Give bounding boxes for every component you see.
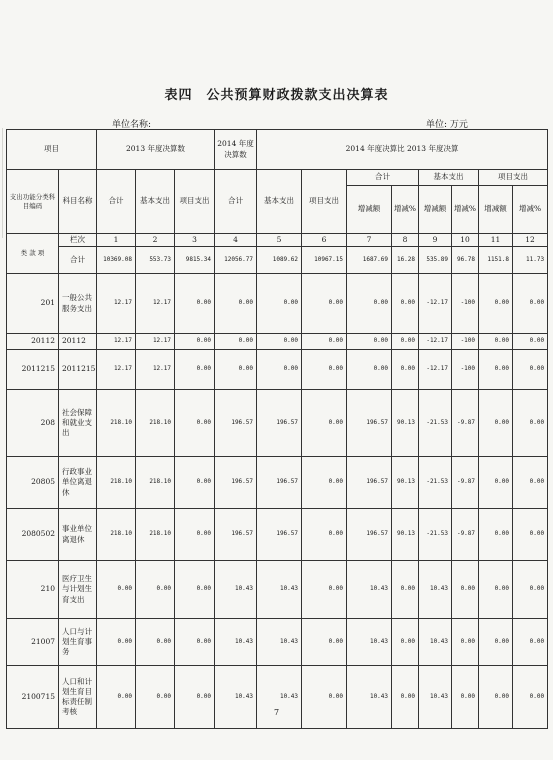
- header-final-2014: 2014 年度决算数: [215, 130, 257, 170]
- header-2013-project: 项目支出: [175, 170, 215, 234]
- row-subject-name: 人口与计划生育事务: [59, 619, 97, 666]
- row-value: 0.00: [513, 666, 548, 729]
- row-subject-name: 医疗卫生与计划生育支出: [59, 561, 97, 619]
- row-value: 0.00: [347, 350, 392, 390]
- row-value: 0.00: [215, 350, 257, 390]
- row-value: 10.43: [419, 561, 452, 619]
- row-value: 12.17: [97, 274, 136, 334]
- row-value: 12.17: [136, 334, 175, 350]
- row-value: 196.57: [347, 457, 392, 509]
- row-value: 218.10: [136, 457, 175, 509]
- row-value: -100: [452, 334, 479, 350]
- total-row-value: 1089.62: [257, 247, 302, 274]
- total-row-value: 553.73: [136, 247, 175, 274]
- side-labels: 类 款 项: [7, 234, 59, 274]
- row-value: 0.00: [136, 619, 175, 666]
- col-number: 5: [257, 234, 302, 247]
- header-compare-project: 项目支出: [479, 170, 548, 186]
- row-value: 0.00: [302, 457, 347, 509]
- row-value: 0.00: [302, 619, 347, 666]
- total-row-value: 1687.69: [347, 247, 392, 274]
- col-number: 12: [513, 234, 548, 247]
- row-value: 0.00: [513, 509, 548, 561]
- row-value: 0.00: [257, 334, 302, 350]
- total-row-value: 96.78: [452, 247, 479, 274]
- col-number: 4: [215, 234, 257, 247]
- row-value: 12.17: [136, 350, 175, 390]
- row-value: 0.00: [302, 334, 347, 350]
- row-value: 12.17: [97, 334, 136, 350]
- header-column-seq: 栏次: [59, 234, 97, 247]
- table-row: [7, 509, 548, 561]
- col-number: 9: [419, 234, 452, 247]
- row-value: 0.00: [513, 561, 548, 619]
- header-total-amount: 增减额: [347, 186, 392, 234]
- row-value: 0.00: [392, 561, 419, 619]
- row-value: 10.43: [257, 666, 302, 729]
- col-number: 3: [175, 234, 215, 247]
- table-row: [7, 666, 548, 729]
- row-value: 0.00: [392, 274, 419, 334]
- col-number: 7: [347, 234, 392, 247]
- table-row: [7, 561, 548, 619]
- header-2014-basic: 基本支出: [257, 170, 302, 234]
- row-value: 0.00: [452, 666, 479, 729]
- total-row-value: 1151.8: [479, 247, 513, 274]
- row-value: 196.57: [215, 509, 257, 561]
- header-project-pct: 增减%: [513, 186, 548, 234]
- unit-name-label: 单位名称:: [112, 120, 152, 130]
- table-row: [7, 457, 548, 509]
- row-value: -100: [452, 274, 479, 334]
- col-number: 11: [479, 234, 513, 247]
- row-subject-name: 人口和计划生育目标责任制考核: [59, 666, 97, 729]
- row-code: 208: [7, 390, 59, 457]
- row-value: -12.17: [419, 334, 452, 350]
- col-number: 10: [452, 234, 479, 247]
- row-value: 0.00: [479, 350, 513, 390]
- row-value: 0.00: [175, 274, 215, 334]
- row-value: 0.00: [175, 457, 215, 509]
- row-value: 10.43: [347, 619, 392, 666]
- row-value: 0.00: [452, 619, 479, 666]
- row-value: 0.00: [513, 457, 548, 509]
- total-row-value: 535.89: [419, 247, 452, 274]
- row-value: 12.17: [97, 350, 136, 390]
- row-value: 12.17: [136, 274, 175, 334]
- row-value: 0.00: [257, 350, 302, 390]
- total-row-value: 9815.34: [175, 247, 215, 274]
- row-value: 0.00: [479, 457, 513, 509]
- row-value: 0.00: [513, 274, 548, 334]
- col-number: 1: [97, 234, 136, 247]
- header-final-2013: 2013 年度决算数: [97, 130, 215, 170]
- header-2014-total: 合计: [215, 170, 257, 234]
- header-compare-total: 合计: [347, 170, 419, 186]
- row-value: 0.00: [392, 619, 419, 666]
- row-value: 0.00: [97, 561, 136, 619]
- table-row: [7, 350, 548, 390]
- row-subject-name: 事业单位离退休: [59, 509, 97, 561]
- row-value: 0.00: [513, 350, 548, 390]
- table-row: [7, 619, 548, 666]
- row-value: -12.17: [419, 274, 452, 334]
- row-value: 196.57: [347, 390, 392, 457]
- row-value: 0.00: [479, 274, 513, 334]
- row-value: -21.53: [419, 390, 452, 457]
- row-value: 0.00: [479, 390, 513, 457]
- row-value: 0.00: [302, 274, 347, 334]
- row-value: 0.00: [513, 619, 548, 666]
- row-value: 0.00: [392, 350, 419, 390]
- total-row-value: 16.28: [392, 247, 419, 274]
- row-value: 218.10: [97, 509, 136, 561]
- total-row-label: 合计: [59, 247, 97, 274]
- header-total-pct: 增减%: [392, 186, 419, 234]
- row-code: 2100715: [7, 666, 59, 729]
- row-code: 2080502: [7, 509, 59, 561]
- row-value: 0.00: [215, 274, 257, 334]
- row-subject-name: 20112: [59, 334, 97, 350]
- row-value: 0.00: [97, 619, 136, 666]
- row-value: -21.53: [419, 509, 452, 561]
- row-value: 0.00: [302, 509, 347, 561]
- row-value: 0.00: [175, 561, 215, 619]
- row-value: 0.00: [136, 561, 175, 619]
- row-value: 0.00: [513, 390, 548, 457]
- row-value: 10.43: [257, 619, 302, 666]
- row-value: -9.87: [452, 457, 479, 509]
- total-row-value: 10369.08: [97, 247, 136, 274]
- row-value: 218.10: [136, 509, 175, 561]
- row-value: 10.43: [347, 561, 392, 619]
- row-value: 0.00: [479, 509, 513, 561]
- row-value: 196.57: [257, 390, 302, 457]
- row-value: -9.87: [452, 509, 479, 561]
- total-row-value: 12056.77: [215, 247, 257, 274]
- row-value: 10.43: [419, 666, 452, 729]
- total-row-value: 10967.15: [302, 247, 347, 274]
- row-value: 0.00: [175, 666, 215, 729]
- row-value: 10.43: [347, 666, 392, 729]
- row-value: 0.00: [97, 666, 136, 729]
- row-value: 218.10: [97, 390, 136, 457]
- row-code: 201: [7, 274, 59, 334]
- row-value: 0.00: [302, 561, 347, 619]
- row-value: 90.13: [392, 509, 419, 561]
- table-row: [7, 274, 548, 334]
- row-value: 10.43: [215, 561, 257, 619]
- header-project: 项目: [7, 130, 97, 170]
- budget-table: [6, 129, 548, 729]
- row-value: 0.00: [175, 390, 215, 457]
- row-value: 0.00: [257, 274, 302, 334]
- row-value: 0.00: [392, 666, 419, 729]
- row-value: 0.00: [175, 334, 215, 350]
- row-value: -9.87: [452, 390, 479, 457]
- row-subject-name: 一般公共服务支出: [59, 274, 97, 334]
- row-code: 2011215: [7, 350, 59, 390]
- table-row: [7, 390, 548, 457]
- row-value: 196.57: [215, 457, 257, 509]
- row-value: 0.00: [175, 509, 215, 561]
- row-value: 196.57: [257, 509, 302, 561]
- row-value: 196.57: [347, 509, 392, 561]
- col-number: 2: [136, 234, 175, 247]
- row-value: 0.00: [136, 666, 175, 729]
- row-value: 0.00: [347, 334, 392, 350]
- row-value: 10.43: [215, 666, 257, 729]
- row-value: 10.43: [215, 619, 257, 666]
- col-number: 8: [392, 234, 419, 247]
- header-2014-project: 项目支出: [302, 170, 347, 234]
- row-value: 0.00: [175, 350, 215, 390]
- row-value: 10.43: [419, 619, 452, 666]
- row-value: 0.00: [452, 561, 479, 619]
- row-value: 0.00: [215, 334, 257, 350]
- unit-label: 单位: 万元: [426, 120, 468, 130]
- header-project-amount: 增减额: [479, 186, 513, 234]
- row-code: 21007: [7, 619, 59, 666]
- total-row-value: 11.73: [513, 247, 548, 274]
- row-value: 90.13: [392, 457, 419, 509]
- row-code: 20805: [7, 457, 59, 509]
- row-value: 0.00: [347, 274, 392, 334]
- row-value: 218.10: [97, 457, 136, 509]
- row-value: 0.00: [302, 350, 347, 390]
- header-2013-total: 合计: [97, 170, 136, 234]
- col-number: 6: [302, 234, 347, 247]
- page-number: 7: [273, 708, 280, 717]
- table-row: [7, 334, 548, 350]
- row-value: 0.00: [175, 619, 215, 666]
- row-subject-name: 社会保障和就业支出: [59, 390, 97, 457]
- page-title: 表四 公共预算财政拨款支出决算表: [164, 88, 389, 103]
- row-value: 196.57: [215, 390, 257, 457]
- row-value: 0.00: [302, 666, 347, 729]
- header-subject-name: 科目名称: [59, 170, 97, 234]
- row-value: 0.00: [302, 390, 347, 457]
- header-basic-amount: 增减额: [419, 186, 452, 234]
- row-subject-name: 2011215: [59, 350, 97, 390]
- row-value: 0.00: [479, 334, 513, 350]
- header-2013-basic: 基本支出: [136, 170, 175, 234]
- header-expense-code: 支出功能分类科目编码: [7, 170, 59, 234]
- row-code: 210: [7, 561, 59, 619]
- row-value: 0.00: [392, 334, 419, 350]
- row-value: 90.13: [392, 390, 419, 457]
- row-value: -12.17: [419, 350, 452, 390]
- header-compare-basic: 基本支出: [419, 170, 479, 186]
- row-value: 10.43: [257, 561, 302, 619]
- row-code: 20112: [7, 334, 59, 350]
- row-subject-name: 行政事业单位离退休: [59, 457, 97, 509]
- header-basic-pct: 增减%: [452, 186, 479, 234]
- row-value: 0.00: [513, 334, 548, 350]
- row-value: 0.00: [479, 561, 513, 619]
- row-value: 196.57: [257, 457, 302, 509]
- row-value: 0.00: [479, 666, 513, 729]
- row-value: 0.00: [479, 619, 513, 666]
- header-compare: 2014 年度决算比 2013 年度决算: [257, 130, 548, 170]
- row-value: -21.53: [419, 457, 452, 509]
- row-value: 218.10: [136, 390, 175, 457]
- row-value: -100: [452, 350, 479, 390]
